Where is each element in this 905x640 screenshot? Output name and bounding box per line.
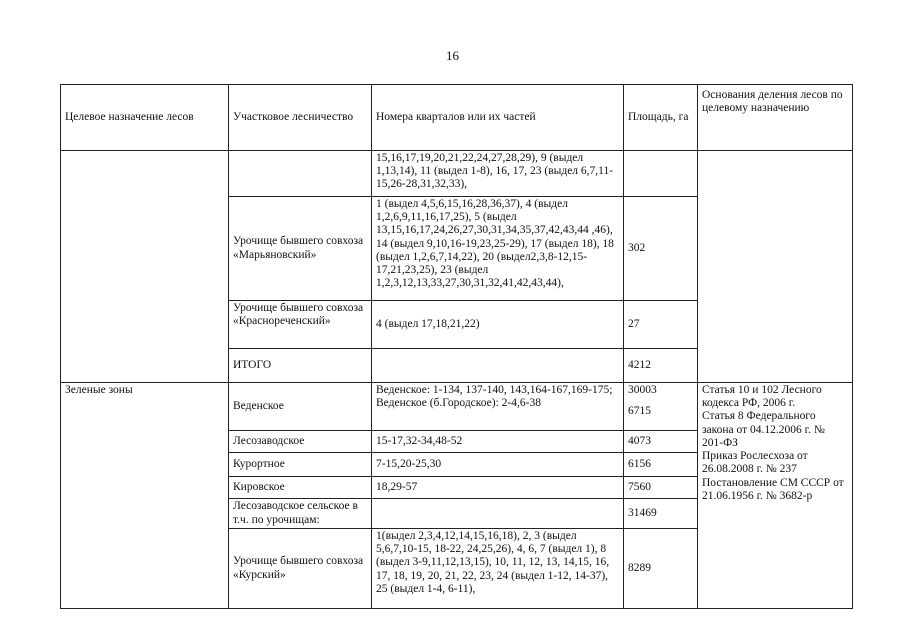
quarters-cell-empty [372,499,624,529]
forestry-cell: Урочище бывшего совхоза «Марьяновский» [229,197,372,301]
basis-cell [698,383,853,609]
header-forestry: Участковое лесничество [229,85,372,151]
quarters-cell: 4 (выдел 17,18,21,22) [372,301,624,349]
basis-line: Статья 10 и 102 Лесного кодекса РФ, 2006 г. [702,384,822,410]
area-cell: 8289 [624,529,698,609]
header-quarters: Номера кварталов или их частей [372,85,624,151]
table-header-row [61,85,853,151]
quarters-cell [372,383,624,431]
header-area: Площадь, га [624,85,698,151]
header-basis: Основания деления лесов по целевому назначению [698,85,853,151]
forestry-cell: Кировское [229,477,372,499]
quarters-cell: 15,16,17,19,20,21,22,24,27,28,29), 9 (выдел 1,13,14), 11 (выдел 1-8), 16, 17, 23 (выдел 6,7,11-15,26-28,31,32,33), [372,151,624,197]
area-cell: 7560 [624,477,698,499]
forestry-cell: Урочище бывшего совхоза «Курский» [229,529,372,609]
purpose-cell-empty [61,151,229,383]
area-cell [624,383,698,431]
purpose-cell: Зеленые зоны [61,383,229,609]
basis-line: Постановление СМ СССР от 21.06.1956 г. № 3682-р [702,476,844,502]
quarters-line: Веденское: 1-134, 137-140, 143,164-167,169-175; [376,384,613,396]
total-label: ИТОГО [229,349,372,383]
area-cell: 31469 [624,499,698,529]
area-cell: 4073 [624,431,698,453]
area-value: 30003 [628,384,657,396]
area-cell: 27 [624,301,698,349]
basis-line: Статья 8 Федерального закона от 04.12.2006 г. № 201-ФЗ [702,410,825,449]
forestry-cell: Лесозаводское сельское в т.ч. по урочищам: [229,499,372,529]
area-cell-empty [624,151,698,197]
header-purpose: Целевое назначение лесов [61,85,229,151]
forestry-cell: Урочище бывшего совхоза «Краснореченский» [229,301,372,349]
quarters-cell: 1(выдел 2,3,4,12,14,15,16,18), 2, 3 (выдел 5,6,7,10-15, 18-22, 24,25,26), 4, 6, 7 (выдел 1), 8 (выдел 3-9,11,12,13,15), 10, 11, 12, 13, 14,15, 16, 17, 18, 19, 20, 21, 22, 23, 24 (выдел 1-12, 14-37), 25 (выдел 1-4, 6-11), [372,529,624,609]
quarters-cell-empty [372,349,624,383]
basis-line: Приказ Рослесхоза от 26.08.2008 г. № 237 [702,450,808,476]
page-number: 16 [446,48,459,63]
quarters-cell: 18,29-57 [372,477,624,499]
area-cell: 302 [624,197,698,301]
quarters-cell: 15-17,32-34,48-52 [372,431,624,453]
quarters-cell: 1 (выдел 4,5,6,15,16,28,36,37), 4 (выдел 1,2,6,9,11,16,17,25), 5 (выдел 13,15,16,17,24,26,27,30,31,34,35,37,42,43,44 ,46), 14 (выдел 9,10,16-19,23,25-29), 17 (выдел 18), 18 (выдел 1,2,6,7,14,22), 20 (выдел2,3,8-12,15-17,21,23,25), 23 (выдел 1,2,3,12,13,33,27,30,31,32,41,42,43,44), [372,197,624,301]
forestry-cell: Веденское [229,383,372,431]
quarters-cell: 7-15,20-25,30 [372,453,624,477]
forestry-cell: Курортное [229,453,372,477]
area-value: 6715 [628,405,651,418]
forest-purpose-table [60,84,853,609]
area-cell: 6156 [624,453,698,477]
table-row [61,383,853,431]
forestry-cell-empty [229,151,372,197]
quarters-line: Веденское (б.Городское): 2-4,6-38 [376,397,541,410]
basis-cell-empty [698,151,853,383]
forestry-cell: Лесозаводское [229,431,372,453]
table-row [61,151,853,197]
total-area: 4212 [624,349,698,383]
